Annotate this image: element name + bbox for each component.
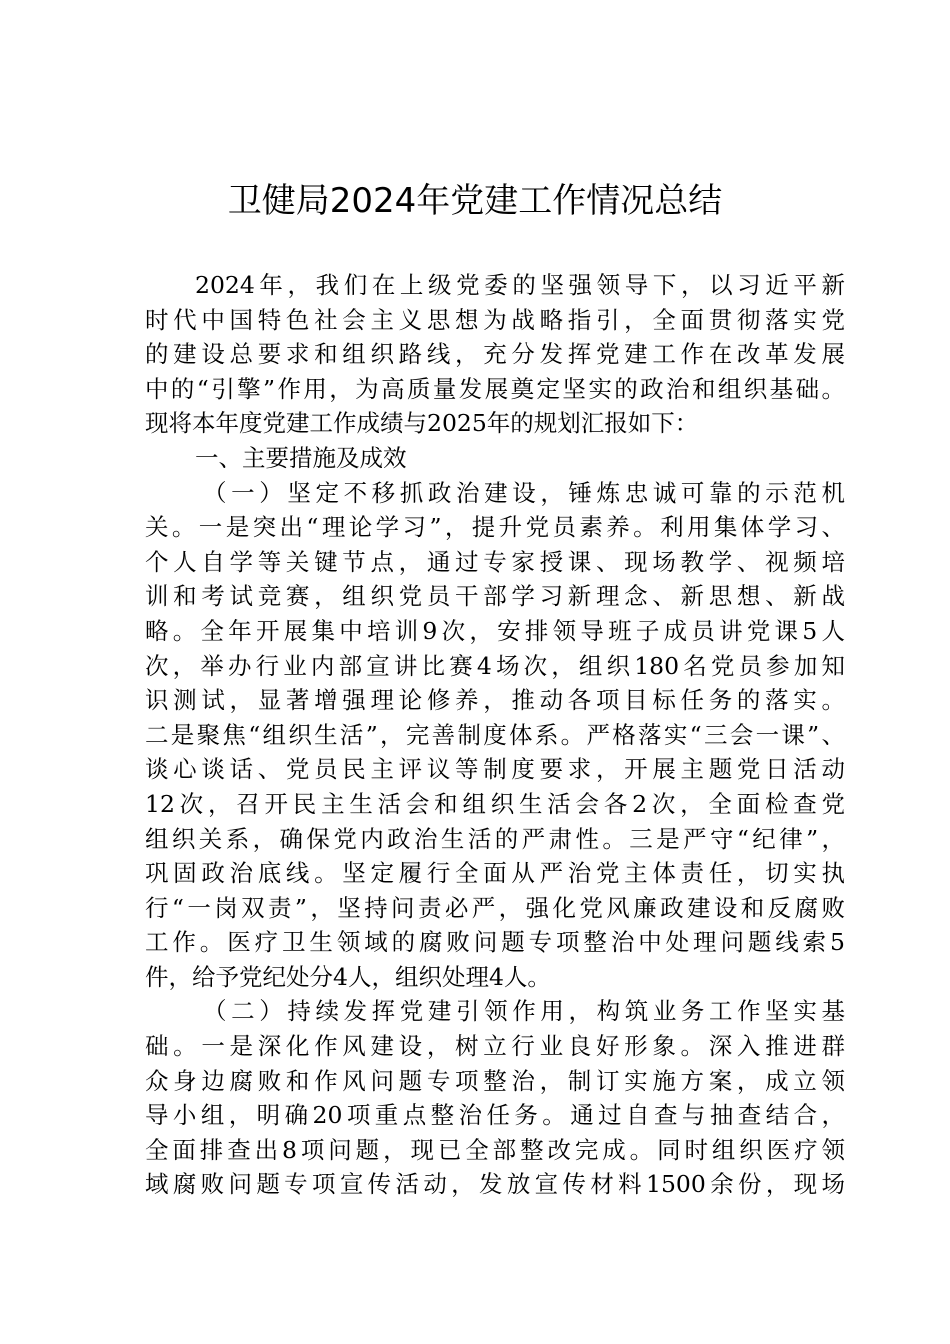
document-title: 卫健局2024年党建工作情况总结: [227, 181, 723, 221]
document-body: [145, 268, 845, 1202]
paragraph-line: 域腐败问题专项宣传活动，发放宣传材料1500余份，现场: [145, 1170, 845, 1199]
paragraph-line: 工作。医疗卫生领域的腐败问题专项整治中处理问题线索5: [145, 928, 845, 957]
paragraph-line: 二是聚焦“组织生活”，完善制度体系。严格落实“三会一课”、: [145, 720, 845, 749]
paragraph-line: 关。一是突出“理论学习”，提升党员素养。利用集体学习、: [145, 513, 845, 542]
paragraph-line: 训和考试竞赛，组织党员干部学习新理念、新思想、新战: [145, 582, 845, 611]
paragraph-line: 略。全年开展集中培训9次，安排领导班子成员讲党课5人: [145, 616, 845, 645]
paragraph-line: 的建设总要求和组织路线，充分发挥党建工作在改革发展: [145, 340, 845, 369]
paragraph-line: 现将本年度党建工作成绩与2025年的规划汇报如下：: [145, 409, 699, 438]
paragraph-line: 个人自学等关键节点，通过专家授课、现场教学、视频培: [145, 547, 845, 576]
paragraph-line: 件，给予党纪处分4人，组织处理4人。: [145, 962, 551, 991]
subsection-heading-line: （一）坚定不移抓政治建设，锤炼忠诚可靠的示范机: [203, 478, 845, 507]
paragraph-line: 导小组，明确20项重点整治任务。通过自查与抽查结合，: [145, 1101, 845, 1130]
paragraph-line: 础。一是深化作风建设，树立行业良好形象。深入推进群: [145, 1032, 845, 1061]
paragraph-line: 谈心谈话、党员民主评议等制度要求，开展主题党日活动: [145, 755, 845, 784]
paragraph-line: 组织关系，确保党内政治生活的严肃性。三是严守“纪律”，: [145, 824, 845, 853]
paragraph-line: 识测试，显著增强理论修养，推动各项目标任务的落实。: [145, 686, 845, 715]
paragraph-line: 12次，召开民主生活会和组织生活会各2次，全面检查党: [145, 789, 845, 818]
paragraph-line: 众身边腐败和作风问题专项整治，制订实施方案，成立领: [145, 1066, 845, 1095]
paragraph-line: 2024年，我们在上级党委的坚强领导下，以习近平新: [195, 271, 845, 299]
section-heading: 一、主要措施及成效: [195, 443, 407, 472]
paragraph-line: 次，举办行业内部宣讲比赛4场次，组织180名党员参加知: [145, 651, 845, 680]
paragraph-line: 巩固政治底线。坚定履行全面从严治党主体责任，切实执: [145, 859, 845, 888]
subsection-heading-line: （二）持续发挥党建引领作用，构筑业务工作坚实基: [203, 997, 845, 1026]
paragraph-line: 时代中国特色社会主义思想为战略指引，全面贯彻落实党: [145, 305, 845, 334]
paragraph-line: 行“一岗双责”，坚持问责必严，强化党风廉政建设和反腐败: [145, 893, 845, 922]
paragraph-line: 全面排查出8项问题，现已全部整改完成。同时组织医疗领: [145, 1135, 845, 1164]
paragraph-line: 中的“引擎”作用，为高质量发展奠定坚实的政治和组织基础。: [145, 374, 845, 403]
